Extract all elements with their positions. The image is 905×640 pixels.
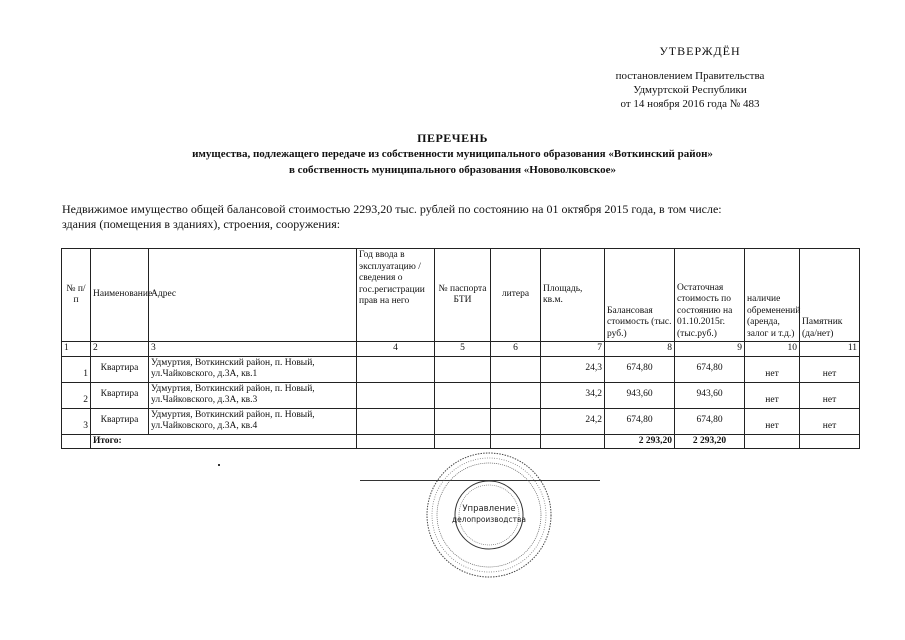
approval-line-1: постановлением Правительства	[615, 70, 765, 82]
total-empty	[745, 434, 800, 449]
row-monument: нет	[800, 382, 860, 408]
seal-stamp	[424, 450, 554, 580]
total-empty	[357, 434, 435, 449]
row-residual: 943,60	[675, 382, 745, 408]
header-cell: Балансовая стоимость (тыс. руб.)	[605, 249, 675, 342]
header-cell: Площадь, кв.м.	[541, 249, 605, 342]
row-name: Квартира	[91, 356, 149, 382]
approval-word: УТВЕРЖДЁН	[659, 44, 741, 58]
row-residual: 674,80	[675, 356, 745, 382]
column-number: 11	[800, 342, 860, 357]
total-residual: 2 293,20	[675, 434, 745, 449]
column-number: 4	[357, 342, 435, 357]
row-encumbrance: нет	[745, 408, 800, 434]
table-row	[62, 408, 860, 434]
row-area: 24,3	[541, 356, 605, 382]
column-number: 5	[435, 342, 491, 357]
column-number: 8	[605, 342, 675, 357]
header-cell: № п/п	[62, 249, 91, 342]
total-empty	[800, 434, 860, 449]
approval-block	[590, 44, 790, 111]
row-letter	[491, 356, 541, 382]
header-cell: Остаточная стоимость по состоянию на 01.10.2015г. (тыс.руб.)	[675, 249, 745, 342]
row-area: 34,2	[541, 382, 605, 408]
row-year	[357, 408, 435, 434]
row-address: Удмуртия, Воткинский район, п. Новый, ул.Чайковского, д.3А, кв.1	[149, 356, 357, 382]
header-cell: литера	[491, 249, 541, 342]
approval-line-2: Удмуртской Республики	[633, 84, 747, 96]
stamp-text-2: делопроизводства	[451, 515, 527, 524]
intro-line-1: Недвижимое имущество общей балансовой стоимостью 2293,20 тыс. рублей по состоянию на 01 октября 2015 года, в том числе:	[62, 202, 722, 216]
header-cell: № паспорта БТИ	[435, 249, 491, 342]
table-row	[62, 356, 860, 382]
row-number: 3	[62, 408, 91, 434]
row-year	[357, 382, 435, 408]
table-header-row	[62, 249, 860, 342]
intro-text	[62, 202, 862, 232]
row-monument: нет	[800, 356, 860, 382]
column-number: 6	[491, 342, 541, 357]
row-year	[357, 356, 435, 382]
column-numbers-row	[62, 342, 860, 357]
document-heading: ПЕРЕЧЕНЬ	[417, 131, 488, 145]
header-cell: наличие обременений (аренда, залог и т.д.)	[745, 249, 800, 342]
total-row	[62, 434, 860, 449]
row-number: 1	[62, 356, 91, 382]
header-cell: Памятник (да/нет)	[800, 249, 860, 342]
dot-mark	[218, 464, 220, 466]
total-empty	[435, 434, 491, 449]
total-label: Итого:	[91, 434, 357, 449]
document-subtitle-1: имущества, подлежащего передаче из собственности муниципального образования «Воткинский район»	[192, 148, 713, 160]
header-cell: Адрес	[149, 249, 357, 342]
column-number: 3	[149, 342, 357, 357]
header-cell: Год ввода в эксплуатацию /сведения о гос.регистрации прав на него	[357, 249, 435, 342]
row-name: Квартира	[91, 382, 149, 408]
property-table	[61, 248, 860, 449]
total-empty	[491, 434, 541, 449]
row-balance: 674,80	[605, 408, 675, 434]
total-empty	[541, 434, 605, 449]
row-balance: 943,60	[605, 382, 675, 408]
row-address: Удмуртия, Воткинский район, п. Новый, ул.Чайковского, д.3А, кв.4	[149, 408, 357, 434]
column-number: 1	[62, 342, 91, 357]
column-number: 10	[745, 342, 800, 357]
column-number: 2	[91, 342, 149, 357]
row-residual: 674,80	[675, 408, 745, 434]
column-number: 9	[675, 342, 745, 357]
row-passport	[435, 408, 491, 434]
row-address: Удмуртия, Воткинский район, п. Новый, ул.Чайковского, д.3А, кв.3	[149, 382, 357, 408]
row-balance: 674,80	[605, 356, 675, 382]
table-row	[62, 382, 860, 408]
total-balance: 2 293,20	[605, 434, 675, 449]
document-subtitle-2: в собственность муниципального образования «Нововолковское»	[288, 164, 617, 176]
column-number: 7	[541, 342, 605, 357]
row-letter	[491, 382, 541, 408]
row-passport	[435, 356, 491, 382]
row-number: 2	[62, 382, 91, 408]
intro-line-2: здания (помещения в зданиях), строения, сооружения:	[62, 217, 341, 231]
row-name: Квартира	[91, 408, 149, 434]
total-empty	[62, 434, 91, 449]
stamp-text-1: Управление	[462, 504, 516, 514]
header-cell: Наименование	[91, 249, 149, 342]
approval-line-3: от 14 ноября 2016 года № 483	[620, 98, 760, 110]
row-letter	[491, 408, 541, 434]
row-area: 24,2	[541, 408, 605, 434]
row-encumbrance: нет	[745, 382, 800, 408]
row-monument: нет	[800, 408, 860, 434]
row-encumbrance: нет	[745, 356, 800, 382]
row-passport	[435, 382, 491, 408]
